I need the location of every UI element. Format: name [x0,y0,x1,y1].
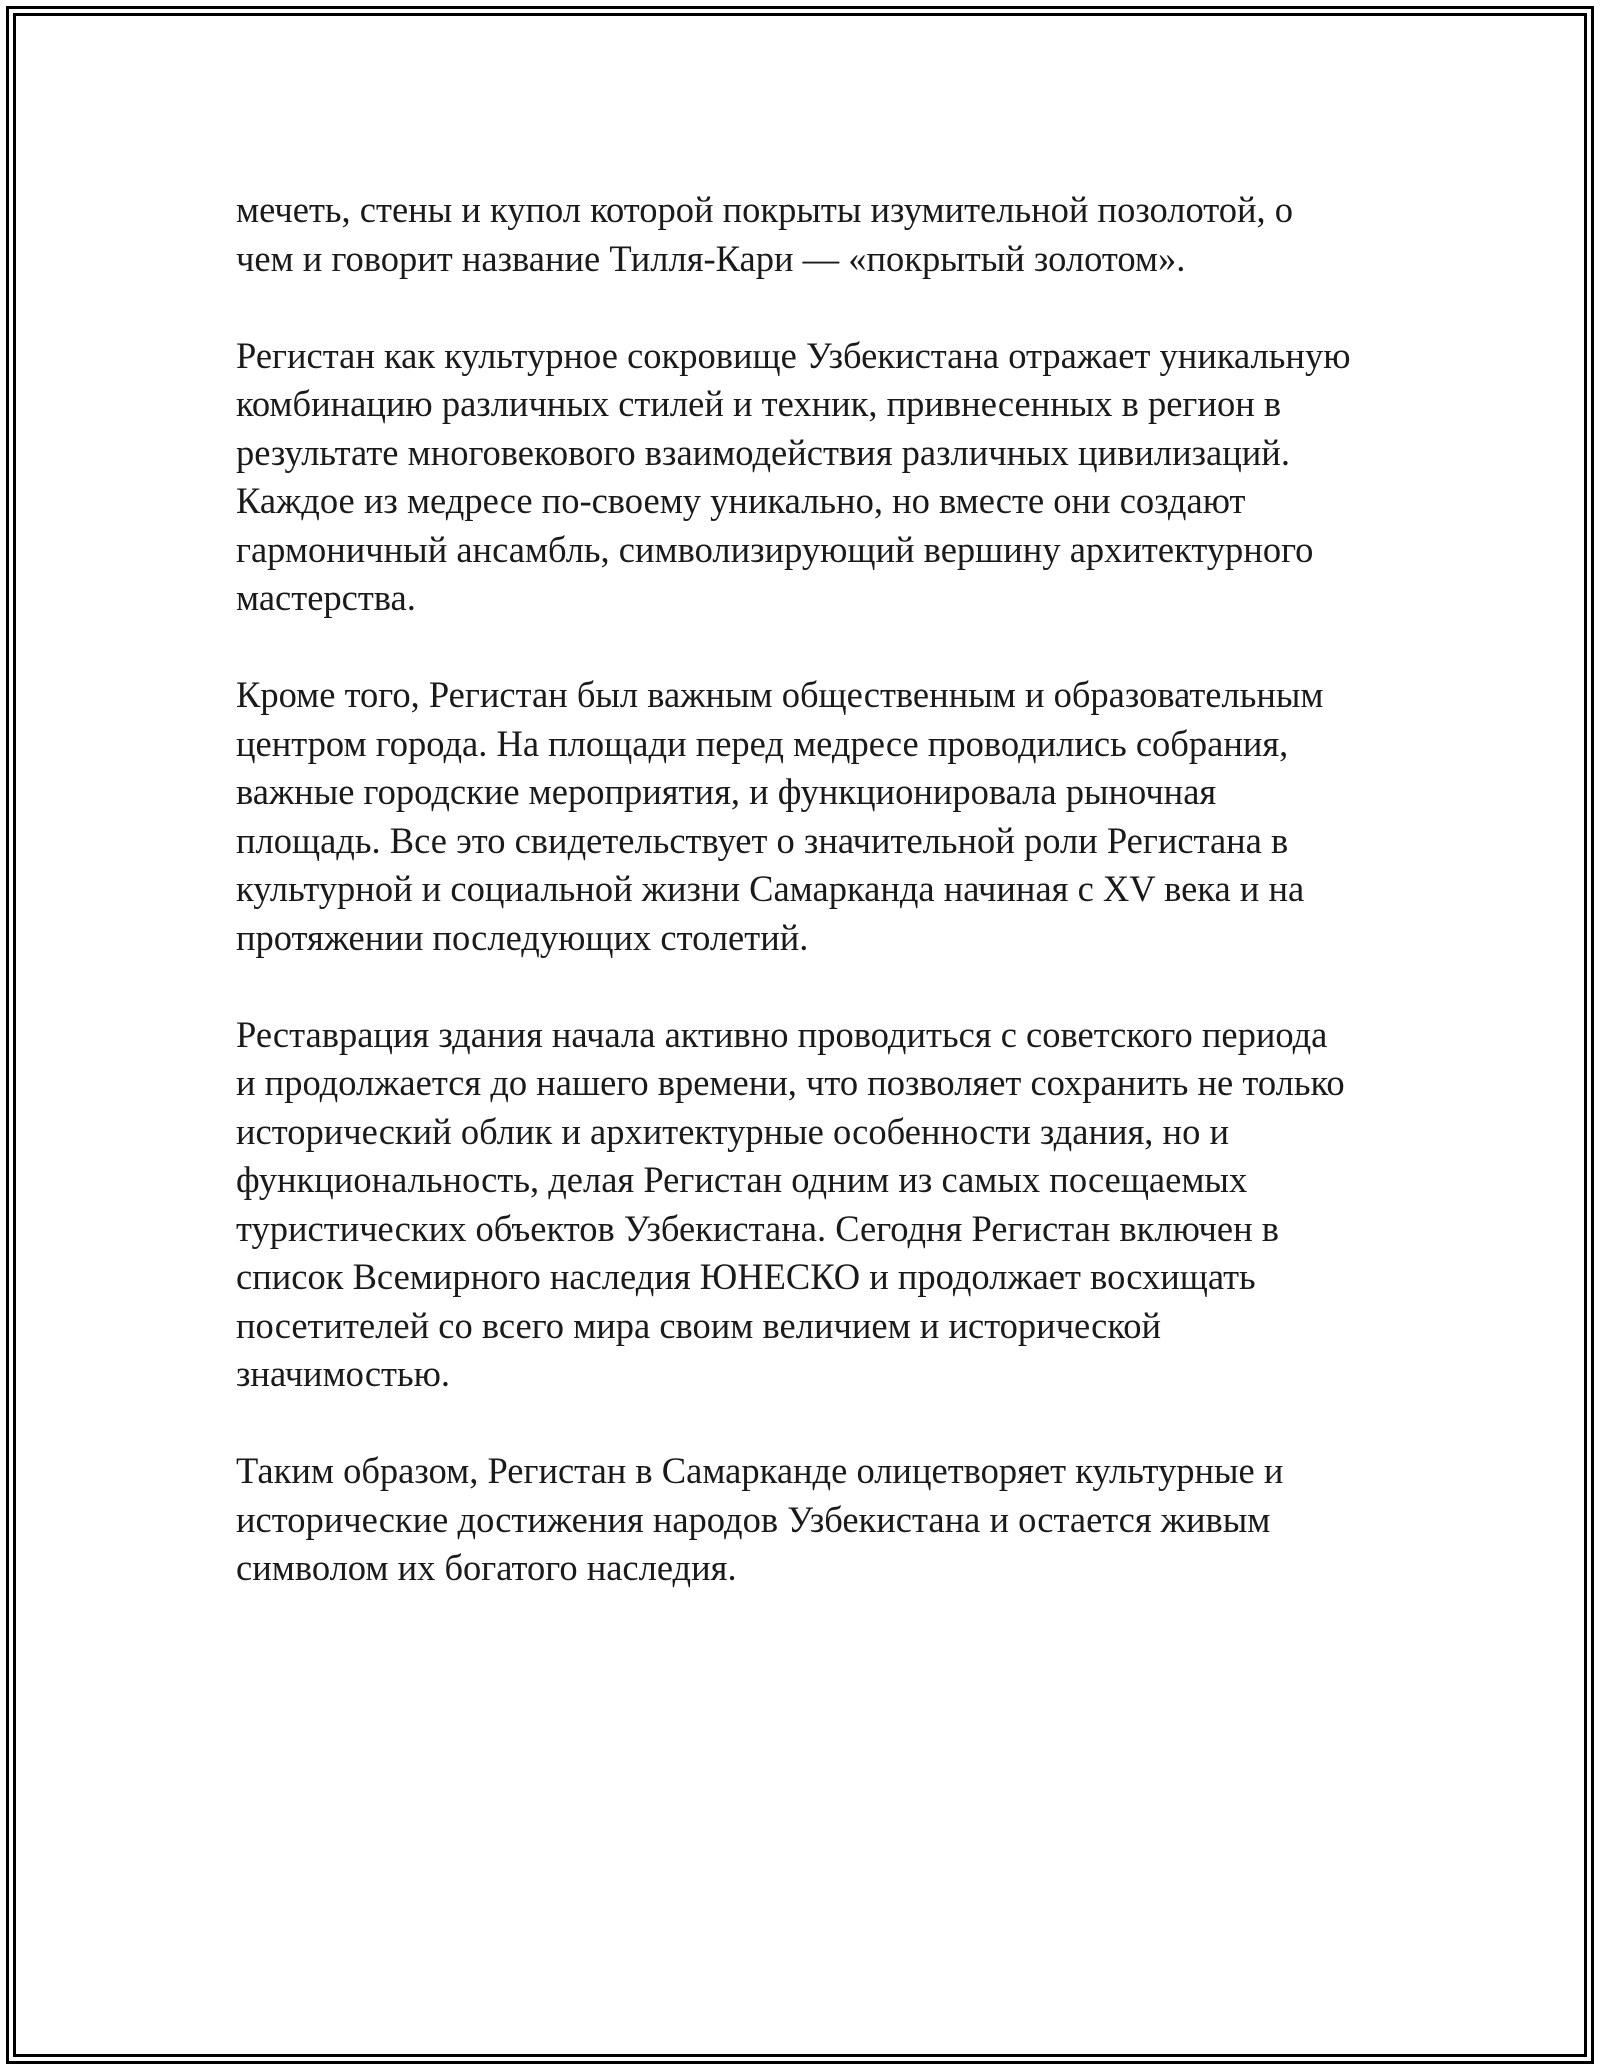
paragraph-3 [236,671,1396,962]
text-line: мастерства. [236,577,416,618]
text-line: значимостью. [236,1353,451,1394]
text-line: комбинацию различных стилей и техник, привнесенных в регион в [236,383,1282,424]
text-line: протяжении последующих столетий. [236,916,809,958]
text-line: исторический облик и архитектурные особенности здания, но и [236,1110,1230,1152]
text-line: список Всемирного наследия ЮНЕСКО и продолжает восхищать [236,1256,1256,1297]
text-line: Таким образом, Регистан в Самарканде олицетворяет культурные и [236,1450,1284,1491]
text-line: Каждое из медресе по-своему уникально, но вместе они создают [236,480,1246,521]
text-line: результате многовекового взаимодействия различных цивилизаций. [236,431,1290,473]
text-line: важные городские мероприятия, и функционировала рыночная [236,771,1217,812]
text-line: гармоничный ансамбль, символизирующий вершину архитектурного [236,528,1314,570]
document-body [236,186,1396,1641]
text-line: Регистан как культурное сокровище Узбекистана отражает уникальную [236,334,1351,376]
paragraph-2 [236,332,1396,623]
text-line: центром города. На площади перед медресе проводились собрания, [236,722,1289,764]
text-line: Реставрация здания начала активно проводиться с советского периода [236,1013,1328,1055]
text-line: площадь. Все это свидетельствует о значительной роли Регистана в [236,819,1289,861]
text-line: Кроме того, Регистан был важным общественным и образовательным [236,674,1324,715]
text-line: посетителей со всего мира своим величием и исторической [236,1304,1162,1346]
text-line: мечеть, стены и купол которой покрыты изумительной позолотой, о [236,189,1294,230]
paragraph-5 [236,1447,1396,1593]
text-line: культурной и социальной жизни Самарканда начиная с XV века и на [236,868,1305,909]
text-line: и продолжается до нашего времени, что позволяет сохранить не только [236,1062,1345,1103]
paragraph-1 [236,186,1396,283]
paragraph-4 [236,1011,1396,1399]
text-line: чем и говорит название Тилля-Кари — «покрытый золотом». [236,237,1186,279]
text-line: функциональность, делая Регистан одним из самых посещаемых [236,1159,1248,1200]
text-line: символом их богатого наследия. [236,1547,737,1588]
text-line: исторические достижения народов Узбекистана и остается живым [236,1498,1271,1540]
text-line: туристических объектов Узбекистана. Сегодня Регистан включен в [236,1207,1279,1249]
